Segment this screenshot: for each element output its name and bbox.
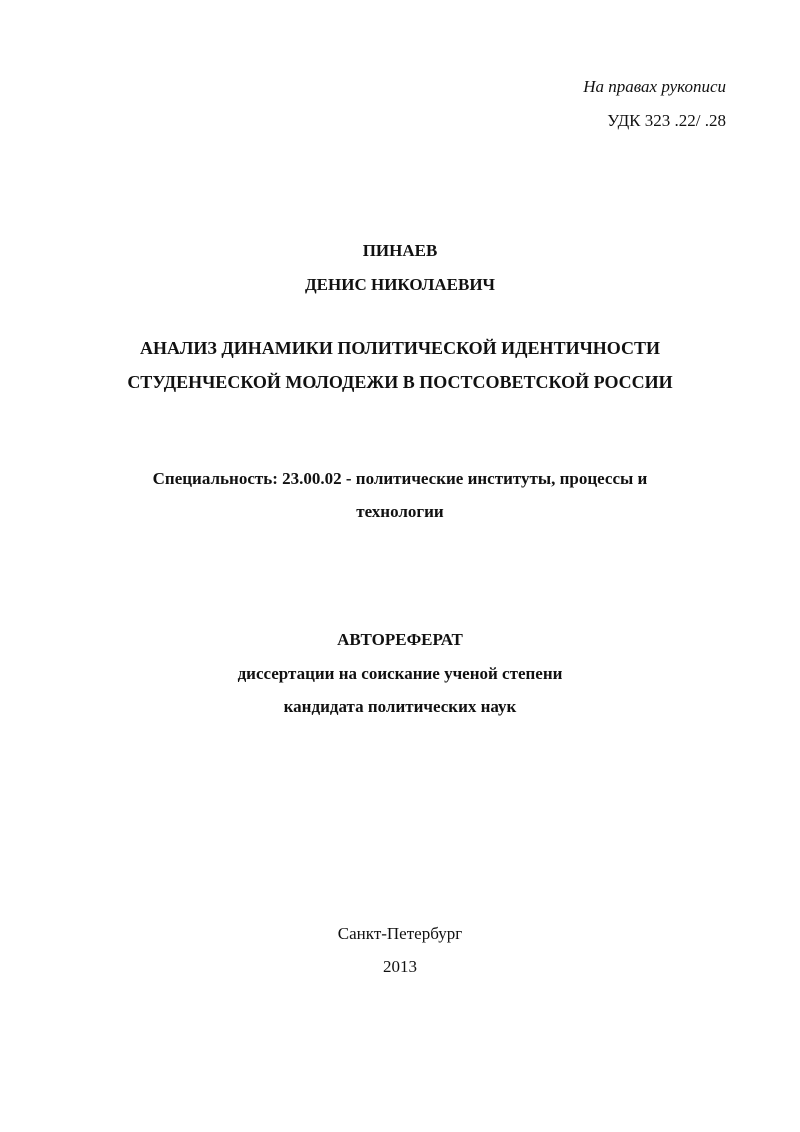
manuscript-rights-note: На правах рукописи [583,77,726,96]
year: 2013 [383,957,417,976]
udc-code: УДК 323 .22/ .28 [607,111,726,130]
city: Санкт-Петербург [337,924,463,943]
author-name-patronymic: ДЕНИС НИКОЛАЕВИЧ [304,275,496,294]
author-surname: ПИНАЕВ [362,241,438,260]
specialty-line-2: технологии [356,502,444,521]
specialty-line-1: Специальность: 23.00.02 - политические институты, процессы и [152,469,648,488]
title-line-1: АНАЛИЗ ДИНАМИКИ ПОЛИТИЧЕСКОЙ ИДЕНТИЧНОСТИ [139,338,661,358]
degree-line-2: кандидата политических наук [283,697,517,716]
degree-line-1: диссертации на соискание ученой степени [237,664,563,683]
title-line-2: СТУДЕНЧЕСКОЙ МОЛОДЕЖИ В ПОСТСОВЕТСКОЙ РОССИИ [127,372,673,392]
document-type-heading: АВТОРЕФЕРАТ [337,630,463,649]
